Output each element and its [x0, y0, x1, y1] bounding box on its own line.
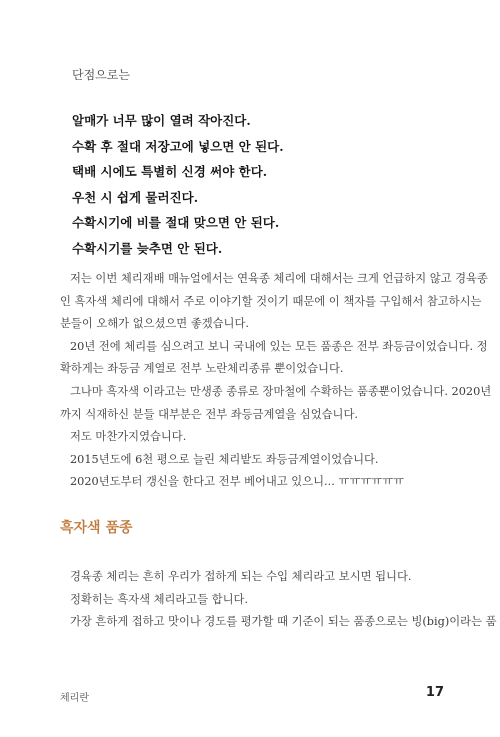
section-heading: 흑자색 품종 — [60, 520, 133, 536]
drawback-item: 수확시기를 늦추면 안 된다. — [72, 240, 223, 256]
body-line: 경육종 체리는 흔히 우리가 접하게 되는 수입 체리라고 보시면 됩니다. — [70, 570, 412, 583]
drawback-item: 우천 시 쉽게 물러진다. — [72, 189, 199, 205]
body-line: 분들이 오해가 없으셨으면 좋겠습니다. — [60, 317, 249, 331]
body-line: 까지 식재하신 분들 대부분은 전부 좌등금계열을 심었습니다. — [60, 407, 358, 421]
body-line: 저도 마찬가지였습니다. — [70, 430, 187, 444]
body-line: 인 흑자색 체리에 대해서 주로 이야기할 것이기 때문에 이 책자를 구입해서 참고하시는 — [60, 294, 482, 308]
drawback-item: 알매가 너무 많이 열려 작아진다. — [72, 113, 251, 128]
body-paragraph-2 — [60, 566, 497, 634]
body-line: 20년 전에 체리를 심으려고 보니 국내에 있는 모든 품종은 전부 좌등금이었습니다. 정 — [70, 339, 488, 353]
body-line: 그나마 흑자색 이라고는 만생종 종류로 장마철에 수확하는 품종뿐이었습니다. 2020년 — [70, 384, 492, 398]
drawbacks-list — [72, 108, 284, 261]
body-paragraph-1 — [60, 268, 492, 494]
running-footer-title: 체리란 — [60, 693, 89, 704]
body-line: 저는 이번 체리재배 매뉴얼에서는 연육종 체리에 대해서는 크게 언급하지 않고 경육종 — [70, 272, 488, 285]
intro-text: 단점으로는 — [72, 68, 130, 82]
page-number: 17 — [425, 685, 444, 700]
drawback-item: 수확 후 절대 저장고에 넣으면 안 된다. — [72, 138, 284, 154]
body-line: 가장 흔하게 접하고 맛이나 경도를 평가할 때 기준이 되는 품종으로는 빙(big)이라는 품 — [70, 615, 497, 629]
body-line: 2015년도에 6천 평으로 늘린 체리밭도 좌등금계열이었습니다. — [70, 452, 379, 466]
drawback-item: 수확시기에 비를 절대 맞으면 안 된다. — [72, 215, 280, 230]
body-line: 2020년도부터 갱신을 한다고 전부 베어내고 있으니... ㅠㅠㅠㅠㅠㅠ — [70, 475, 404, 489]
body-line: 확하게는 좌등금 계열로 전부 노란체리종류 뿐이었습니다. — [60, 362, 344, 376]
drawback-item: 택배 시에도 특별히 신경 써야 한다. — [72, 164, 268, 179]
body-line: 정확히는 흑자색 체리라고들 합니다. — [70, 592, 249, 606]
